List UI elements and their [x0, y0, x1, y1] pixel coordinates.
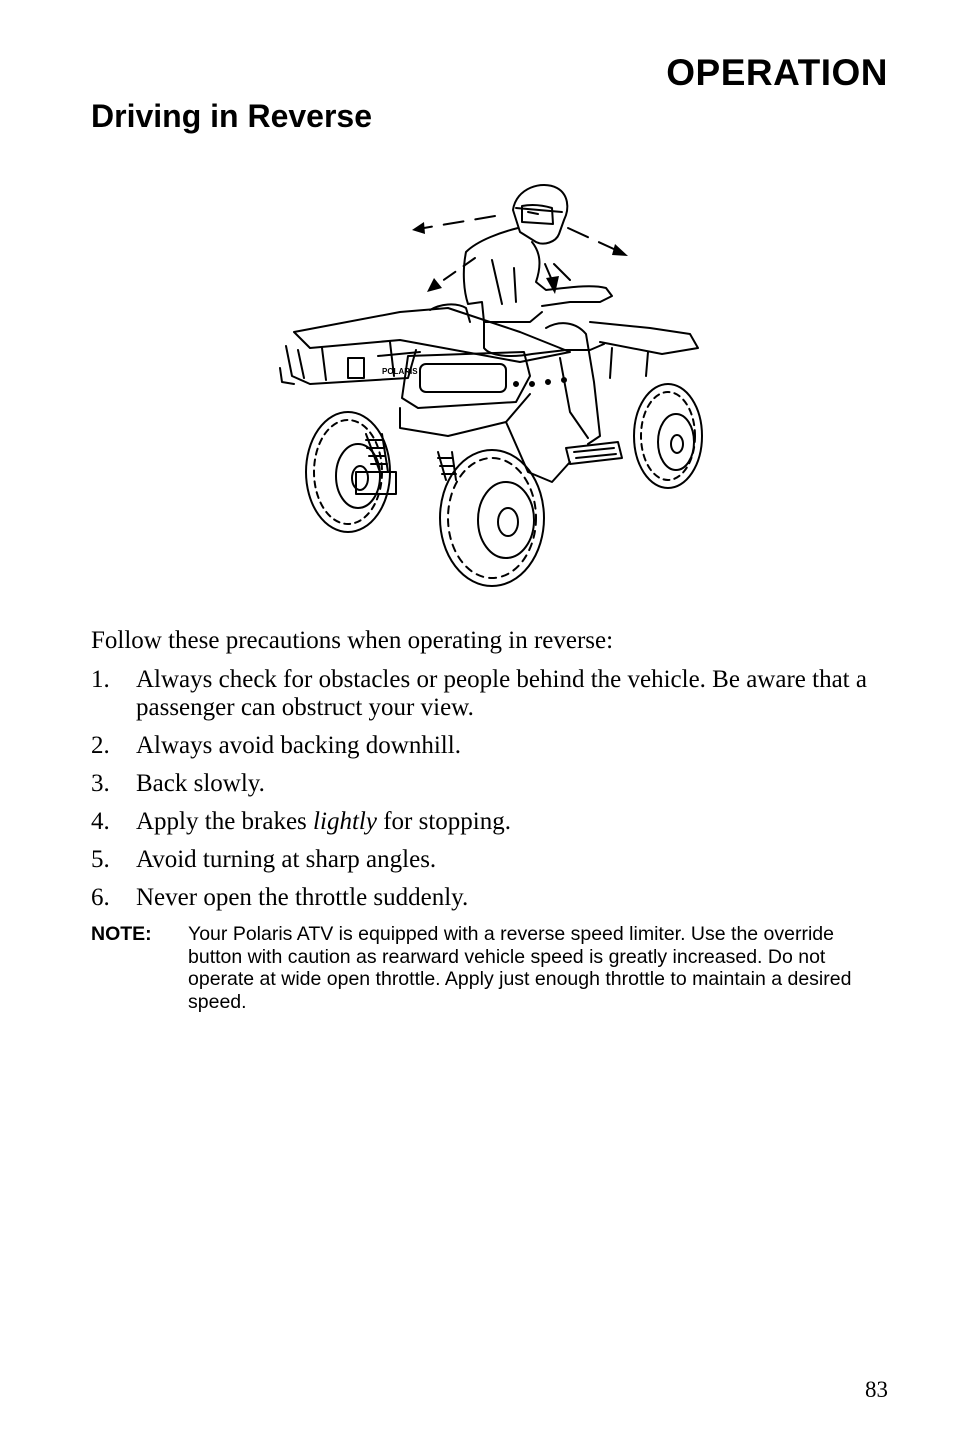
note-block: [91, 923, 871, 1013]
list-text: Avoid turning at sharp angles.: [136, 846, 437, 873]
list-text: Always avoid backing downhill.: [136, 732, 461, 759]
rear-suspension: [356, 434, 456, 494]
list-text: Never open the throttle suddenly.: [136, 884, 469, 911]
intro-text: Follow these precautions when operating in reverse:: [91, 627, 614, 654]
list-text: Apply the brakes lightly for stopping.: [136, 808, 511, 835]
atv-reverse-illustration: [270, 172, 710, 588]
brand-decal: POLARIS: [382, 367, 418, 376]
list-number: 1.: [91, 666, 110, 693]
list-number: 2.: [91, 732, 110, 759]
footrest: [566, 442, 622, 464]
list-item: [91, 732, 891, 760]
page-title: Driving in Reverse: [91, 98, 372, 134]
list-item: [91, 808, 891, 836]
rear-rack: [280, 304, 570, 384]
list-item: [91, 884, 891, 912]
front-rack: [590, 322, 698, 378]
list-number: 6.: [91, 884, 110, 911]
wheel-front-right: [634, 384, 702, 488]
list-item: [91, 666, 891, 722]
look-direction-arrows: [412, 216, 628, 294]
page-number: 83: [865, 1377, 888, 1402]
list-number: 3.: [91, 770, 110, 797]
note-text: Your Polaris ATV is equipped with a reverse speed limiter. Use the override button with caution as rearward vehicle speed is greatly increased. Do not operate at wide open throttle. Apply just enough throttle to maintain a desired speed.: [188, 923, 852, 1013]
list-item: [91, 770, 891, 798]
precautions-list: [91, 666, 891, 922]
wheel-rear-right: [440, 450, 544, 586]
note-label: NOTE:: [91, 923, 152, 945]
list-item: [91, 846, 891, 874]
list-number: 4.: [91, 808, 110, 835]
list-number: 5.: [91, 846, 110, 873]
section-header: OPERATION: [666, 52, 888, 93]
list-text: Back slowly.: [136, 770, 265, 797]
list-text: Always check for obstacles or people behind the vehicle. Be aware that a passenger can obstruct your view.: [136, 666, 867, 721]
emphasis-lightly: lightly: [313, 808, 377, 835]
rider: [464, 185, 612, 444]
